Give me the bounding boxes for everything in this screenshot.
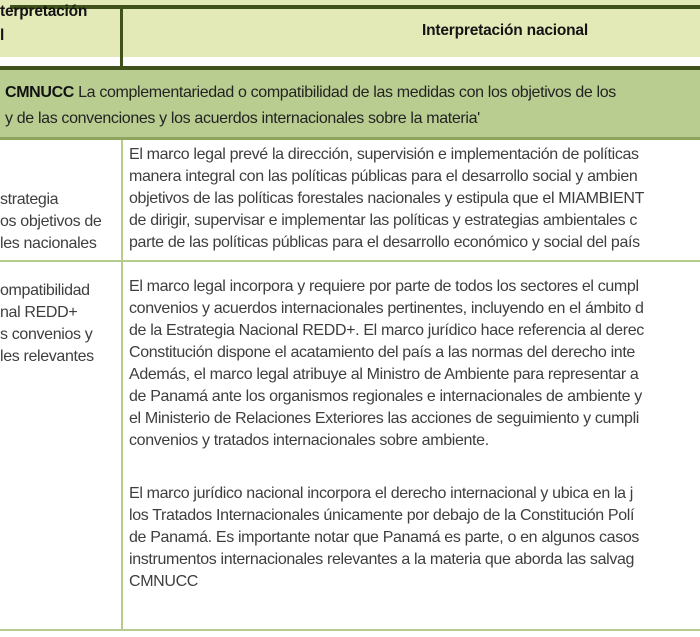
- body-column-divider: [121, 140, 123, 630]
- row2-left-line-2: nal REDD+: [0, 304, 78, 321]
- row1-right-cell: [129, 144, 644, 254]
- header-cell-right: Interpretación nacional: [422, 22, 588, 39]
- cmnucc-band-line-2: y de las convenciones y los acuerdos internacionales sobre la materia': [5, 110, 480, 127]
- row1-right-line-3: objetivos de las políticas forestales nacionales y estipula que el MIAMBIENT: [129, 190, 645, 207]
- row1-left-line-1: strategia: [0, 191, 59, 208]
- row1-left-line-3: les nacionales: [0, 235, 97, 252]
- row2-right-cell: [129, 276, 644, 593]
- row2-p1-line-5: Además, el marco legal atribuye al Ministro de Ambiente para representar a: [129, 366, 639, 383]
- cmnucc-label: CMNUCC: [5, 84, 75, 101]
- row2-left-line-4: les relevantes: [0, 348, 94, 365]
- row1-left-cell: [0, 189, 102, 255]
- row2-p1-line-7: el Ministerio de Relaciones Exteriores las acciones de seguimiento y cumpli: [129, 410, 640, 427]
- row1-left-line-2: os objetivos de: [0, 213, 102, 230]
- row2-left-line-1: ompatibilidad: [0, 282, 90, 299]
- row1-right-line-5: parte de las políticas públicas para el desarrollo económico y social del país: [129, 234, 640, 251]
- row-divider: [0, 260, 700, 262]
- table-top-border: [10, 5, 700, 9]
- row2-p1-line-3: de la Estrategia Nacional REDD+. El marco jurídico hace referencia al derec: [129, 322, 644, 339]
- row2-p2-line-1: El marco jurídico nacional incorpora el derecho internacional y ubica en la j: [129, 485, 634, 502]
- row2-p2-line-4: instrumentos internacionales relevantes a la materia que aborda las salvag: [129, 551, 635, 568]
- header-cell-left: [0, 0, 87, 48]
- row1-right-line-2: manera integral con las políticas públicas para el desarrollo social y ambien: [129, 168, 638, 185]
- row2-p1-line-1: El marco legal incorpora y requiere por parte de todos los sectores el cumpl: [129, 278, 639, 295]
- header-left-line-1: terpretación: [0, 3, 88, 20]
- row2-paragraph-2: [129, 483, 644, 593]
- table-bottom-border: [0, 629, 700, 631]
- header-left-line-2: l: [0, 27, 5, 44]
- row2-p2-line-5: CMNUCC: [129, 573, 199, 590]
- cmnucc-band-text: [5, 80, 616, 132]
- row2-p1-line-6: de Panamá ante los organismos regionales e internacionales de ambiente y: [129, 388, 642, 405]
- row2-left-cell: [0, 280, 94, 368]
- row2-p1-line-8: convenios y tratados internacionales sobre ambiente.: [129, 432, 489, 449]
- row2-p1-line-2: convenios y acuerdos internacionales pertinentes, incluyendo en el ámbito d: [129, 300, 644, 317]
- cmnucc-definition: La complementariedad o compatibilidad de las medidas con los objetivos de los: [78, 84, 616, 101]
- cmnucc-band-line-1: [5, 80, 616, 106]
- row2-p1-line-4: Constitución dispone el acatamiento del país a las normas del derecho inte: [129, 344, 635, 361]
- row2-left-line-3: s convenios y: [0, 326, 93, 343]
- row1-right-line-1: El marco legal prevé la dirección, supervisión e implementación de políticas: [129, 146, 639, 163]
- row2-p2-line-3: de Panamá. Es importante notar que Panamá es parte, o en algunos casos: [129, 529, 640, 546]
- row2-p2-line-2: los Tratados Internacionales únicamente por debajo de la Constitución Polí: [129, 507, 635, 524]
- row1-right-line-4: de dirigir, supervisar e implementar las políticas y estrategias ambientales c: [129, 212, 638, 229]
- row2-paragraph-1: [129, 276, 644, 452]
